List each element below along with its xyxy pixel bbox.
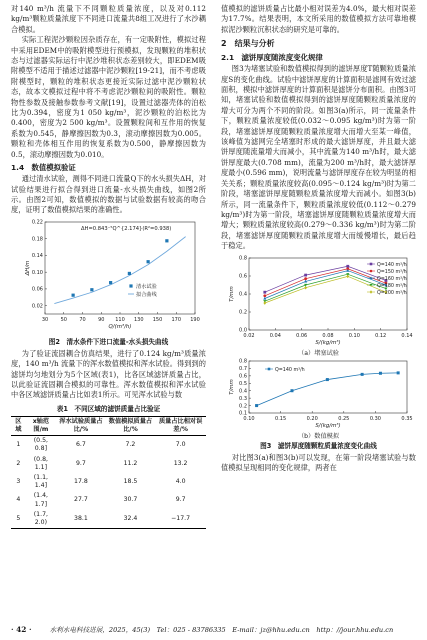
data-point [255,404,258,407]
data-point [90,288,93,291]
y-tick-label: 0.10 [31,269,43,276]
x-tick-label: 0.20 [306,415,318,422]
x-tick-label: 0.08 [322,332,334,339]
table-cell: (1.1, 1.4] [33,473,48,490]
legend-entry: Q=140 m³/h [377,262,407,268]
data-point [128,272,131,275]
fit-line [54,236,185,303]
x-tick-label: 70 [79,316,86,323]
data-point [290,389,293,392]
y-tick-label: 0.2 [239,402,247,409]
data-point [263,294,266,297]
table-cell: 4.0 [175,478,186,486]
x-tick-label: 0.25 [338,415,350,422]
x-tick-label: 30 [41,316,49,323]
paragraph-bottom: 对比图3(a)和图3(b)可以发现，在第一阶段堵塞试验与数值模拟呈现相同的变化规律，两者在 [221,452,416,472]
page-number: · 42 · [11,624,32,634]
table1-header-cell: 质量占比相对误差/% [158,417,203,433]
data-point [304,273,307,276]
table-cell: 9.7 [175,496,186,504]
y-tick-label: 0.0 [239,327,247,334]
data-point [129,284,132,287]
table-cell: −17.7 [171,514,191,522]
data-point [361,372,364,375]
data-point [263,290,266,293]
table-cell: 2 [16,459,21,467]
data-point [397,371,400,374]
table-cell: 38.1 [74,514,88,522]
data-point [346,274,349,278]
table-cell: 4 [16,496,21,504]
y-axis-label: T/mm [229,285,235,302]
y-tick-label: 0.5 [239,380,247,387]
table-row [11,491,206,509]
paragraph-fig3: 图3为堵塞试验和数值模拟得到的滤饼厚度T随颗粒质量浓度S的变化曲线。试验中滤饼厚度的计算面积是滤网有效过滤面积，模拟中滤饼厚度的计算面积是滤饼分布面积。由图3可知，堵塞试验和数值模拟得到的滤饼厚度随颗粒质量浓度的增大可分为两个不同的阶段。如图3(a)所示，同一流量条件下，颗粒质量浓度较低(0.032～0.095 kg/m³)时为第一阶段，堵塞滤饼厚度随颗粒质量浓度增大而增大至某一峰值，该峰值为滤网完全堵塞时形成的最大滤饼厚度，并且最大滤饼厚度随流量增大而减小，其中流量为140 m³/h时，最大滤饼厚度最大(0.708 mm)，流量为200 m³/h时，最大滤饼厚度最小(0.596 mm)，说明流量与滤饼厚度存在较为明显的相关关系；颗粒质量浓度较高(0.095～0.124 kg/m³)时为第二阶段，堵塞滤饼厚度随颗粒质量浓度增大而减小。如图3(b)所示，同一流量条件下，颗粒质量浓度较低(0.112～0.279 kg/m³)时为第一阶段，堵塞滤饼厚度随颗粒质量浓度增大而增大；颗粒质量浓度较高(0.279～0.336 kg/m³)时为第二阶段，堵塞滤饼厚度随颗粒质量浓度增大而缓慢增长，最后趋于稳定。 [221,64,416,251]
y-tick-label: 0.3 [239,395,247,402]
y-tick-label: 0.2 [239,309,247,316]
table-cell: 18.5 [123,478,138,486]
section-1-4-heading: 1.4 数值模拟验证 [11,163,76,173]
fig2-caption: 图2 清水条件下进口流量-水头损失曲线 [48,337,169,346]
paragraph-verification: 通过清水试验，测得不同进口流量Q下的水头损失ΔH，对试验结果进行拟合得到进口流量-水头损失曲线，如图2所示。由图2可知，数值模拟的数据与试验数据有较高的吻合度，证明了数值模拟结果的准确性。 [11,174,206,215]
section-2-heading: 2 结果与分析 [221,39,275,49]
x-tick-label: 170 [171,316,182,323]
y-axis-label: ΔH/m [25,260,31,276]
y-axis-label: T/mm [229,378,235,395]
table-1 [11,416,206,529]
table-cell: 5 [16,514,21,522]
table-cell: 11.2 [123,459,138,467]
y-tick-label: 0.02 [31,303,43,310]
x-tick-label: 50 [60,316,67,323]
y-tick-label: 0.4 [239,387,247,394]
data-point [147,260,150,263]
table-row [11,436,206,455]
paragraph-calibration: 实际工程泥沙颗粒因杂质存在，有一定吸附性，模拟过程中采用EDEM中的吸附模型进行预模拟，发现颗粒的堆积状态与过滤器实际运行中泥沙堆积状态差别较大，即EDEM吸附模型不适用于描述过滤器中泥沙颗粒[19-21]，而不考虑吸附模型时，颗粒的堆积状态更接近实际过滤中泥沙颗粒状态，故本文模拟过程中将不考虑泥沙颗粒间的吸附性。颗粒物性参数及接触参数参考文献[19]，设置过滤器壳体的泊松比为0.394，密度为1 050 kg/m³，泥沙颗粒的泊松比为0.400，密度为2 500 kg/m³。设置颗粒间和互作用的恢复系数为0.545，静摩擦因数为0.3，滚动摩擦因数为0.005。颗粒和壳体相互作用的恢复系数为0.500，静摩擦因数为0.5，滚动摩擦因数为0.010。 [11,35,206,159]
table-cell: (1.7, 2.0) [33,510,48,526]
x-tick-label: 0.04 [269,332,281,339]
x-tick-label: 190 [190,316,200,323]
table-row [11,473,206,491]
data-point [326,378,329,381]
fig3b-caption: （b）数值模拟 [297,432,340,440]
table1-header-cell: 数值模拟质量占比/% [108,417,153,433]
legend-entry: Q=200 m³/h [377,290,407,296]
data-point [72,293,75,296]
table1-caption: 表1 不同区域的滤饼质量占比验证 [56,404,161,413]
fig3a-caption: （a）堵塞试验 [298,349,339,357]
table-row [11,455,206,473]
x-tick-label: 130 [133,316,144,323]
legend-entry: Q=150 m³/h [377,269,407,275]
table1-header-cell: 浑水试验质量占比/% [59,417,103,433]
x-tick-label: 110 [115,316,125,323]
table-cell: 32.4 [123,514,138,522]
x-tick-label: 0.12 [375,332,387,339]
legend-entry: 清水试验 [136,283,157,290]
x-tick-label: 150 [152,316,163,323]
table1-header-row [11,416,206,435]
paragraph-continuation: 值模拟的滤饼质量占比最小相对误差为4.0%，最大相对误差为17.7%。结果表明，本文所采用的数值模拟方法可靠地模拟泥沙颗粒沉积状态的研究是可靠的。 [221,4,416,34]
y-tick-label: 0.8 [239,255,247,262]
series-line [257,372,399,405]
journal-info: 水利水电科技进展，2025，45(3) Tel：025 - 83786335 E-mail：jz@hhu.edu.cn http：//jour.hhu.edu.cn [49,626,394,634]
x-tick-label: 0.06 [296,332,308,339]
fig3-caption: 图3 滤饼厚度随颗粒质量浓度变化曲线 [260,441,377,450]
x-tick-label: 90 [98,316,105,323]
table-cell: (1.4, 1.7] [33,492,48,508]
table-cell: 13.2 [173,459,188,467]
x-tick-label: 0.30 [369,415,381,422]
x-tick-label: 0.02 [243,332,255,339]
x-axis-label: Q/(m³/h) [108,323,132,330]
data-point [165,239,168,242]
table-cell: 7.0 [175,441,186,449]
table1-header-cell: 区域 [15,417,22,433]
table-cell: (0.5, 0.8] [33,437,48,453]
series-line [265,276,386,303]
section-2-1-heading: 2.1 滤饼厚度随浓度变化规律 [221,53,323,63]
right-column [221,4,416,473]
y-tick-label: 0.4 [239,291,247,298]
data-point [304,285,307,289]
x-tick-label: 0.15 [275,415,287,422]
fig3b-chart [221,357,416,431]
legend-entry: Q=180 m³/h [377,283,407,289]
x-axis-label: S/(kg/m³) [315,339,341,346]
x-tick-label: 0.10 [348,332,360,339]
y-tick-label: 0.14 [31,252,43,259]
paragraph-setup: 对140 m³/h 流量下不同颗粒质量浓度，以及对0.112 kg/m³颗粒质量浓度下不同进口流量共8组工况进行了水沙耦合模拟。 [11,4,206,34]
y-tick-label: 0.06 [31,286,43,293]
legend-entry: Q=160 m³/h [377,276,407,282]
figure-2 [11,216,206,336]
y-tick-label: 0.18 [31,236,43,243]
table-cell: 17.8 [74,478,88,486]
fig3a-chart [221,254,416,348]
y-tick-label: 0.6 [239,373,247,380]
y-tick-label: 0.6 [239,273,247,280]
x-tick-label: 0.14 [401,332,413,339]
data-point [263,301,266,305]
table1-header-cell: x轴范围/m [32,417,50,433]
x-tick-label: 0.10 [243,415,255,422]
table-cell: 7.2 [125,441,136,449]
fit-equation: ΔH=0.843⁻⁵Q^{2.174}(R²=0.938) [81,225,172,232]
table-row [11,510,206,529]
data-point [346,264,349,267]
y-tick-label: 0.8 [239,358,247,365]
data-point [109,281,112,284]
fig2-chart [11,216,206,336]
table-cell: 6.7 [76,441,86,449]
figure-3a [221,254,416,348]
data-point [379,371,382,374]
table-cell: 3 [16,478,21,486]
figure-3b [221,357,416,431]
y-tick-label: 0.7 [239,365,247,372]
legend-entry: 拟合曲线 [136,291,157,298]
data-point [304,277,307,280]
y-tick-label: 0.1 [239,410,247,417]
table-cell: 30.7 [123,496,138,504]
paragraph-sand-verify: 为了验证流固耦合仿真结果，进行了0.124 kg/m³质量浓度，140 m³/h 流量下的浑水数值模拟和浑水试验。得到到的滤饼均匀地划分为5个区域(表1)，比各区域滤饼质量占比，以此验证流固耦合模拟的可靠性。浑水数值模拟和浑水试验中各区域滤饼质量占比如表1所示。可见浑水试验与数 [11,348,206,400]
y-tick-label: 0.22 [31,219,43,226]
table1-body [11,436,206,529]
page-footer [11,623,416,635]
table-cell: 27.7 [74,496,88,504]
x-tick-label: 0.35 [401,415,413,422]
left-column [11,4,206,529]
x-axis-label: S/(kg/m³) [315,422,341,429]
table-cell: (0.8, 1.1] [33,455,48,471]
legend-entry: Q=140 m³/h [275,367,305,373]
table-cell: 1 [16,441,21,449]
table-cell: 9.7 [76,459,86,467]
